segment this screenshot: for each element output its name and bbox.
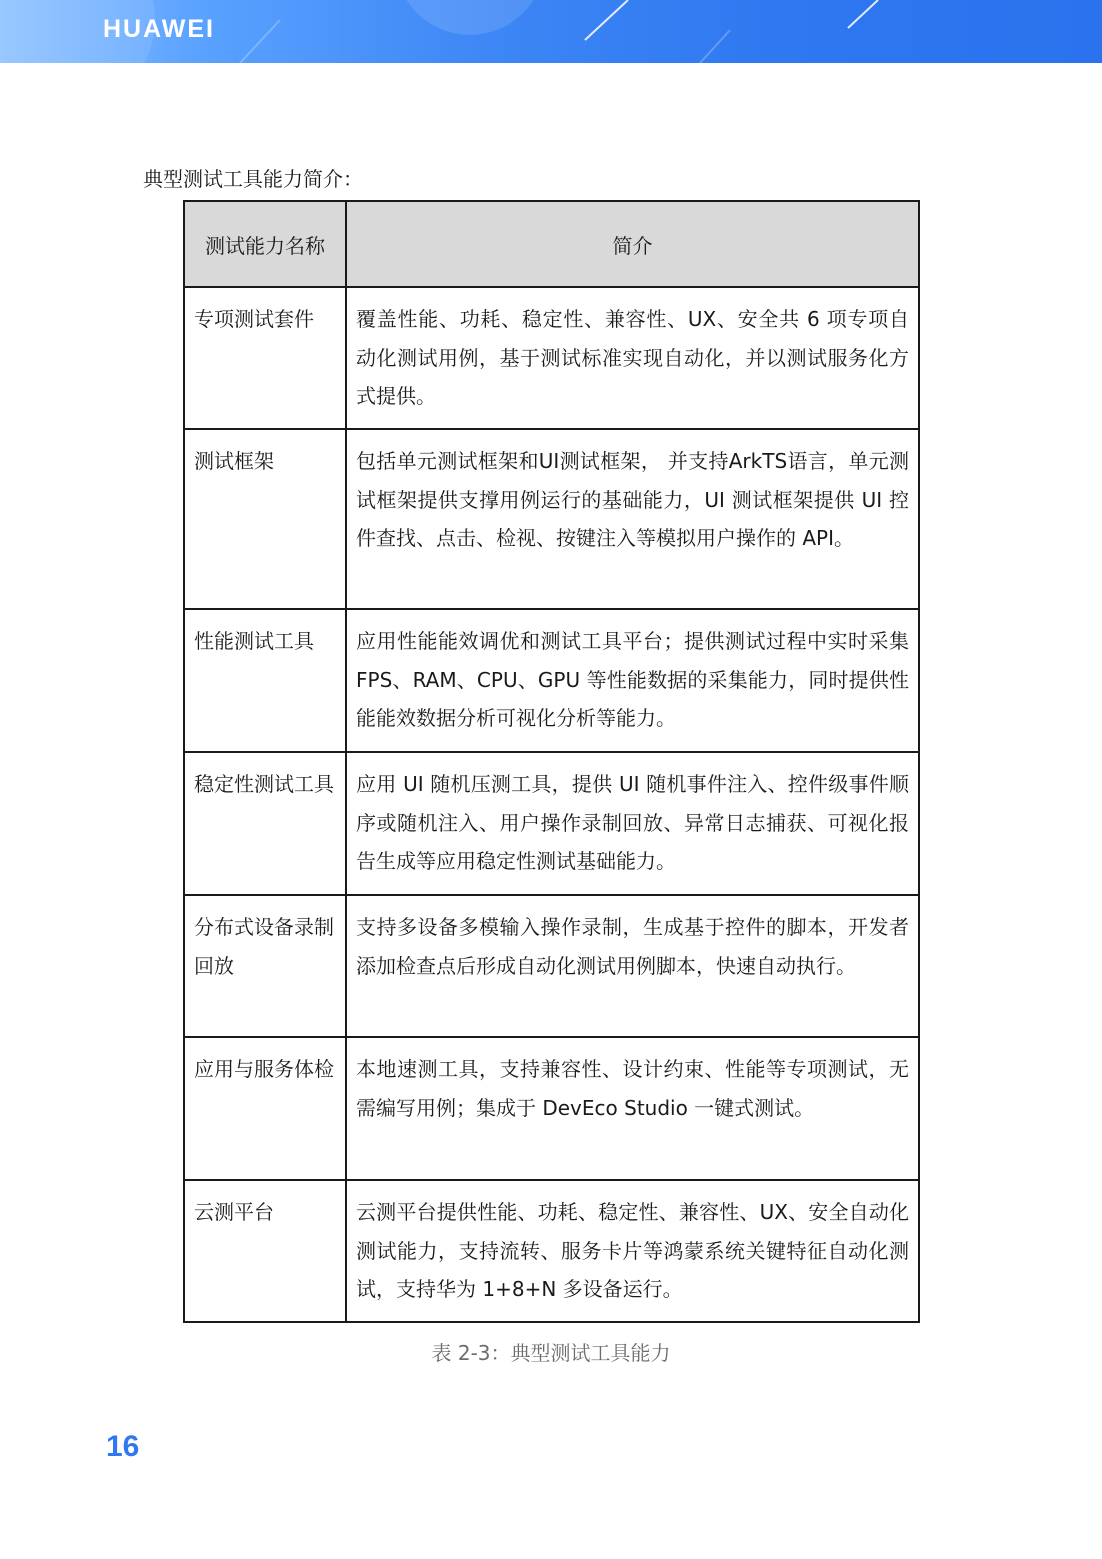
- tool-desc-cell: 应用性能能效调优和测试工具平台；提供测试过程中实时采集 FPS、RAM、CPU、GPU 等性能数据的采集能力，同时提供性能能效数据分析可视化分析等能力。: [346, 609, 919, 752]
- tool-desc-cell: 本地速测工具，支持兼容性、设计约束、性能等专项测试，无需编写用例；集成于 DevEco Studio 一键式测试。: [346, 1037, 919, 1180]
- table-row: [184, 287, 919, 429]
- tool-name-cell: 分布式设备录制回放: [184, 895, 346, 1037]
- tool-name-cell: 专项测试套件: [184, 287, 346, 429]
- tool-name-cell: 应用与服务体检: [184, 1037, 346, 1180]
- table-header-row: [184, 201, 919, 287]
- table-row: [184, 895, 919, 1037]
- page-number: 16: [106, 1430, 140, 1463]
- table-caption: 表 2-3：典型测试工具能力: [431, 1341, 671, 1365]
- table-row: [184, 752, 919, 895]
- tool-name-cell: 测试框架: [184, 429, 346, 609]
- tool-name-cell: 性能测试工具: [184, 609, 346, 752]
- tool-name-cell: 云测平台: [184, 1180, 346, 1322]
- table-row: [184, 1180, 919, 1322]
- table-row: [184, 1037, 919, 1180]
- header-band: [0, 0, 1102, 63]
- tool-desc-cell: 覆盖性能、功耗、稳定性、兼容性、UX、安全共 6 项专项自动化测试用例，基于测试标准实现自动化，并以测试服务化方式提供。: [346, 287, 919, 429]
- tool-desc-cell: 云测平台提供性能、功耗、稳定性、兼容性、UX、安全自动化测试能力，支持流转、服务卡片等鸿蒙系统关键特征自动化测试，支持华为 1+8+N 多设备运行。: [346, 1180, 919, 1322]
- test-tools-table: [183, 200, 920, 1323]
- tool-desc-cell: 支持多设备多模输入操作录制，生成基于控件的脚本，开发者添加检查点后形成自动化测试用例脚本，快速自动执行。: [346, 895, 919, 1037]
- tool-desc-cell: 应用 UI 随机压测工具，提供 UI 随机事件注入、控件级事件顺序或随机注入、用户操作录制回放、异常日志捕获、可视化报告生成等应用稳定性测试基础能力。: [346, 752, 919, 895]
- brand-logo-text: HUAWEI: [103, 15, 215, 43]
- table-row: [184, 609, 919, 752]
- header-cell-name: 测试能力名称: [184, 201, 346, 287]
- tool-name-cell: 稳定性测试工具: [184, 752, 346, 895]
- header-cell-desc: 简介: [346, 201, 919, 287]
- tool-desc-cell: 包括单元测试框架和UI测试框架， 并支持ArkTS语言，单元测试框架提供支撑用例运行的基础能力，UI 测试框架提供 UI 控件查找、点击、检视、按键注入等模拟用户操作的 API。: [346, 429, 919, 609]
- table-row: [184, 429, 919, 609]
- intro-text: 典型测试工具能力简介：: [143, 167, 363, 191]
